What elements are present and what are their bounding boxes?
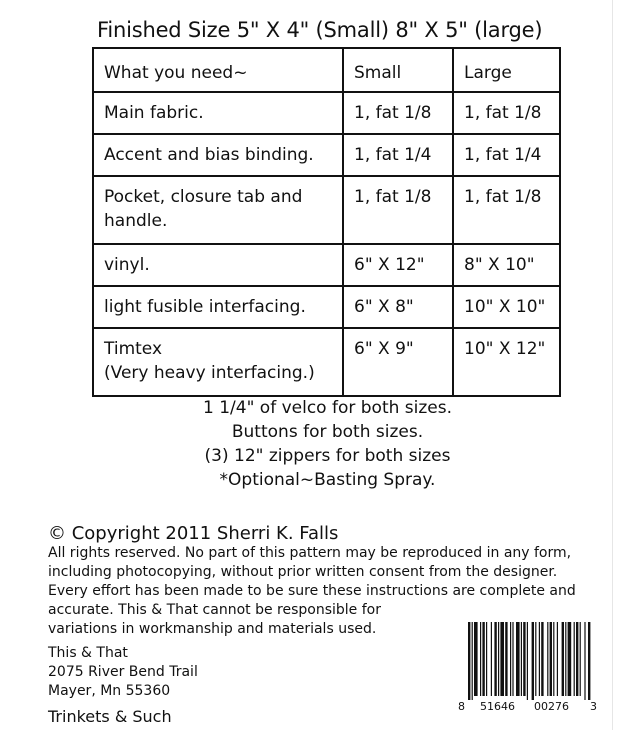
scan-edge-line: [612, 0, 613, 730]
row-item-line1: Timtex: [104, 339, 163, 359]
barcode-bar: [523, 622, 525, 696]
barcode-bar: [562, 622, 564, 696]
copyright-line: © Copyright 2011 Sherri K. Falls: [48, 523, 339, 544]
barcode-check-digit: 3: [590, 700, 597, 713]
note-velcro: 1 1/4" of velco for both sizes.: [202, 398, 453, 418]
barcode-bar: [550, 622, 552, 696]
row-small: 1, fat 1/8: [343, 92, 453, 134]
note-buttons: Buttons for both sizes.: [231, 422, 424, 442]
barcode-bar: [516, 622, 520, 696]
legal-line: including photocopying, without prior written consent from the designer.: [48, 564, 558, 580]
note-basting-spray: *Optional~Basting Spray.: [219, 470, 436, 490]
barcode-bar: [553, 622, 554, 696]
note-zippers: (3) 12" zippers for both sizes: [204, 446, 451, 466]
barcode-bar: [486, 622, 487, 696]
street-address: 2075 River Bend Trail: [48, 664, 198, 680]
barcode-bars: [458, 618, 598, 700]
header-small: Small: [343, 48, 453, 92]
barcode-bar: [500, 622, 504, 696]
barcode-bar: [588, 622, 590, 700]
header-what-you-need: What you need~: [93, 48, 343, 92]
row-small: 1, fat 1/8: [343, 176, 453, 244]
barcode-bar: [539, 622, 540, 696]
barcode-bar: [535, 622, 536, 696]
city-state-zip: Mayer, Mn 55360: [48, 683, 171, 699]
table-row: [93, 134, 560, 176]
barcode-bar: [505, 622, 507, 696]
barcode-bar: [510, 622, 511, 696]
barcode-bar: [482, 622, 484, 696]
barcode-bar: [580, 622, 581, 696]
table-header-row: [93, 48, 560, 92]
supply-notes: [92, 396, 563, 492]
barcode-bar: [480, 622, 481, 696]
header-large: Large: [453, 48, 560, 92]
barcode-bar: [541, 622, 543, 696]
table-row: [93, 244, 560, 286]
row-large: 10" X 12": [453, 328, 560, 396]
row-small: 6" X 8": [343, 286, 453, 328]
barcode-bar: [498, 622, 499, 696]
row-item: vinyl.: [93, 244, 343, 286]
barcode-left-group: 51646: [480, 700, 515, 713]
table-row: [93, 286, 560, 328]
table-row: [93, 92, 560, 134]
brand-name: Trinkets & Such: [48, 707, 172, 726]
materials-table: [92, 47, 561, 397]
barcode-bar: [491, 622, 492, 696]
legal-line: variations in workmanship and materials used.: [48, 621, 377, 637]
table-row: [93, 176, 560, 244]
barcode-bar: [472, 622, 473, 700]
row-item: Pocket, closure tab and handle.: [93, 176, 343, 244]
row-large: 1, fat 1/4: [453, 134, 560, 176]
publisher-name: This & That: [48, 645, 128, 661]
barcode-bar: [584, 622, 585, 700]
barcode-bar: [494, 622, 496, 696]
upc-barcode: [458, 618, 598, 723]
barcode-first-digit: 8: [458, 700, 465, 713]
barcode-right-group: 00276: [534, 700, 569, 713]
row-item-line2: (Very heavy interfacing.): [104, 363, 315, 383]
barcode-bar: [547, 622, 548, 696]
publisher-address: [48, 644, 198, 701]
row-small: 6" X 12": [343, 244, 453, 286]
row-small: 6" X 9": [343, 328, 453, 396]
barcode-bar: [557, 622, 558, 696]
finished-size-title: Finished Size 5" X 4" (Small) 8" X 5" (large): [97, 18, 543, 42]
row-large: 1, fat 1/8: [453, 92, 560, 134]
table-row: [93, 328, 560, 396]
row-item: Accent and bias binding.: [93, 134, 343, 176]
barcode-bar: [568, 622, 572, 696]
row-large: 8" X 10": [453, 244, 560, 286]
row-item: Main fabric.: [93, 92, 343, 134]
barcode-bar: [576, 622, 578, 696]
barcode-bar: [527, 622, 528, 700]
barcode-bar: [532, 622, 534, 700]
legal-line: All rights reserved. No part of this pattern may be reproduced in any form,: [48, 545, 572, 561]
barcode-bar: [468, 622, 470, 700]
barcode-bar: [474, 622, 478, 696]
legal-line: Every effort has been made to be sure these instructions are complete and: [48, 583, 576, 599]
row-large: 10" X 10": [453, 286, 560, 328]
barcode-bar: [574, 622, 575, 696]
row-item: [93, 328, 343, 396]
row-small: 1, fat 1/4: [343, 134, 453, 176]
barcode-bar: [512, 622, 513, 696]
barcode-bar: [565, 622, 566, 696]
row-item: light fusible interfacing.: [93, 286, 343, 328]
legal-line: accurate. This & That cannot be responsible for: [48, 602, 381, 618]
barcode-bar: [521, 622, 522, 696]
row-large: 1, fat 1/8: [453, 176, 560, 244]
